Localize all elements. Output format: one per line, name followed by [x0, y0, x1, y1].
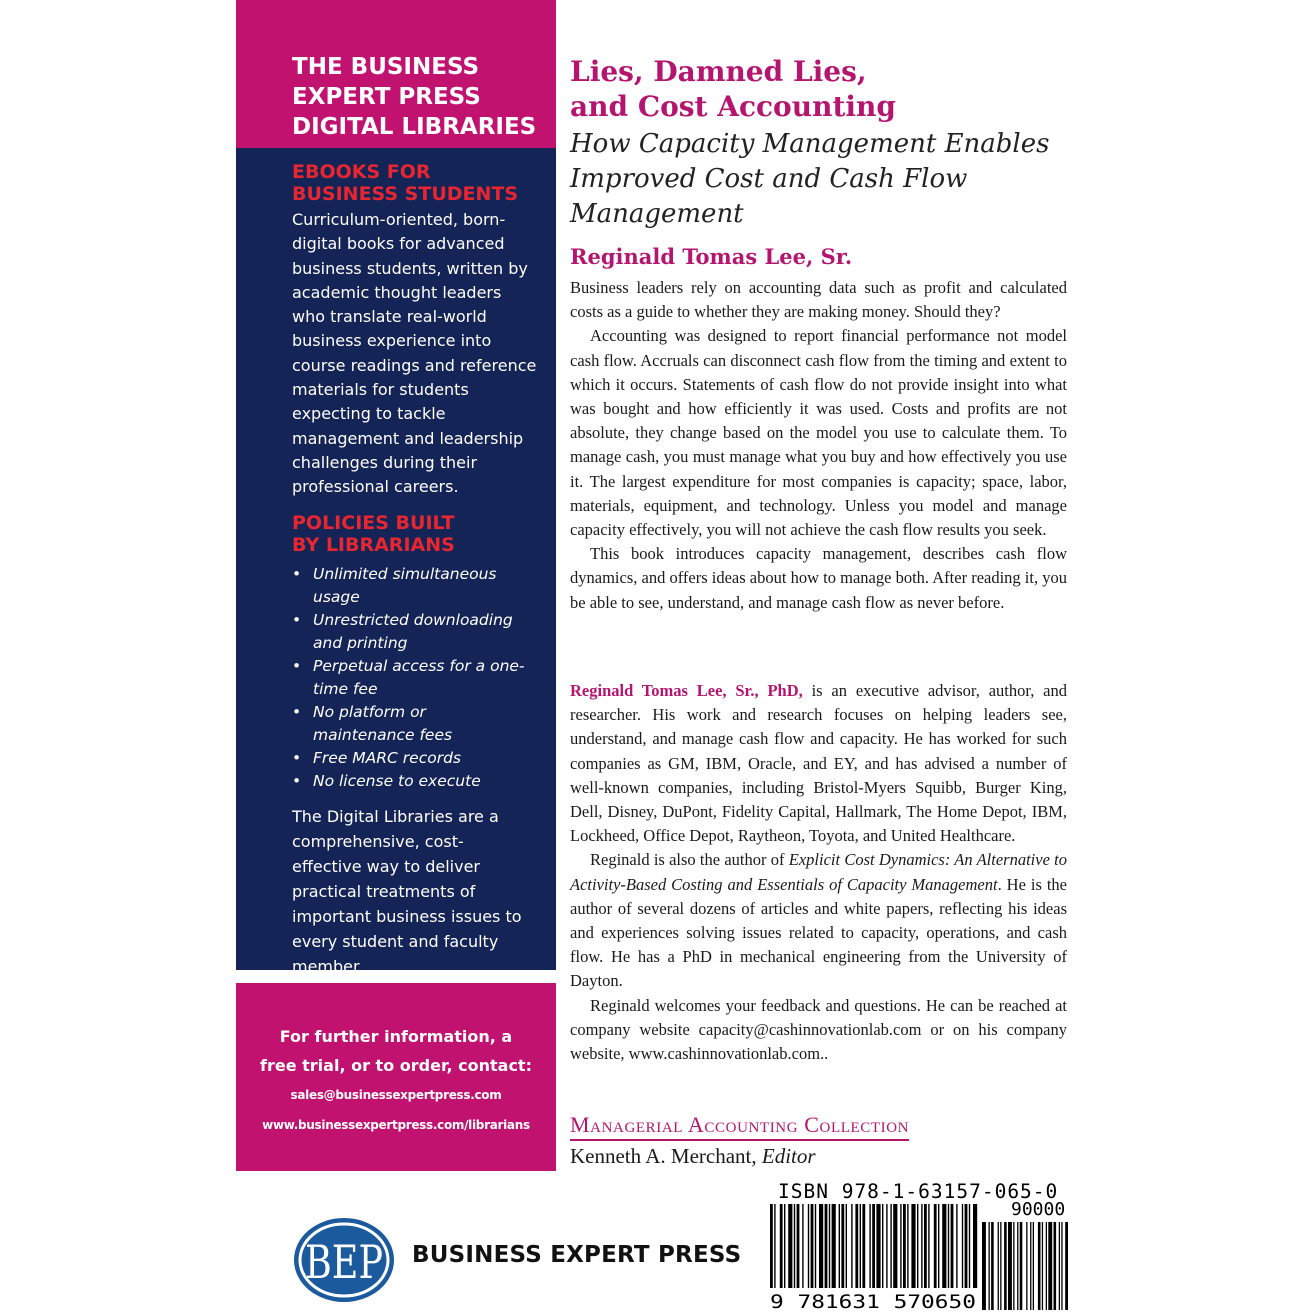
- barcode-addon-bar: [1038, 1222, 1041, 1310]
- barcode-addon-bar: [1013, 1222, 1014, 1310]
- digital-libraries-closing: The Digital Libraries are a comprehensive, cost-effective way to deliver practical treatments of important business issues to every student and faculty member.: [292, 807, 522, 976]
- isbn-barcode: [768, 1204, 1068, 1314]
- bio-author-name: Reginald Tomas Lee, Sr., PhD,: [570, 681, 803, 700]
- barcode-bar: [921, 1204, 922, 1288]
- title-line: DIGITAL LIBRARIES: [292, 114, 537, 140]
- barcode-addon-bar: [1061, 1222, 1062, 1310]
- barcode-bar: [962, 1204, 963, 1288]
- description-paragraph: Accounting was designed to report financial performance not model cash flow. Accruals can disconnect cash flow from the timing and extent to which it occurs. Statements of cash flow do not provide insight into what was bought and how efficiently it was used. Costs and profits are not absolute, they change based on the model you use to calculate them. To manage cash, you must manage what you buy and how effectively you use it. The largest expenditure for most companies is capacity; space, labor, materials, equipment, and technology. Unless you model and manage capacity effectively, you will not achieve the cash flow results you seek.: [570, 326, 1067, 540]
- book-description: [570, 276, 1067, 615]
- title-line: EXPERT PRESS: [292, 84, 481, 110]
- barcode-addon-bar: [1054, 1222, 1057, 1310]
- barcode-bar: [886, 1204, 887, 1288]
- barcode-bar: [855, 1204, 858, 1288]
- barcode-bar: [924, 1204, 927, 1288]
- barcode-bar: [860, 1204, 861, 1288]
- title-line: Lies, Damned Lies,: [570, 55, 867, 88]
- bio-text: . He is the author of several dozens of articles and white papers, reflecting his ideas and experiences solving issues related to capacity, operations, and cash flow. He has a PhD in mechanical engineering from the University of Dayton.: [570, 874, 1068, 991]
- barcode-addon-bar: [1026, 1222, 1027, 1310]
- bio-book-titles: Explicit Cost Dynamics: An Alternative to Activity-Based Costing and Essentials of Capacity Management: [570, 850, 1067, 894]
- barcode-addon-bar: [1020, 1222, 1023, 1310]
- policies-heading: [292, 512, 552, 556]
- barcode-bar: [770, 1204, 773, 1288]
- description-paragraph: This book introduces capacity management, describes cash flow dynamics, and offers ideas about how to manage both. After reading it, you be able to see, understand, and manage cash flow as never before.: [570, 544, 1067, 612]
- barcode-bar: [811, 1204, 814, 1288]
- barcode-addon-bar: [1048, 1222, 1052, 1310]
- barcode-bar: [794, 1204, 795, 1288]
- barcode-addon-bar: [1017, 1222, 1018, 1310]
- barcode-bar: [948, 1204, 949, 1288]
- policy-item: • Free MARC records: [292, 747, 532, 770]
- barcode-addon-bar: [1042, 1222, 1043, 1310]
- barcode-addon-bar: [1046, 1222, 1047, 1310]
- barcode-bar: [917, 1204, 918, 1288]
- barcode-bar: [869, 1204, 870, 1288]
- book-subtitle: [570, 127, 1067, 232]
- policy-item: • Unrestricted downloading and printing: [292, 609, 532, 655]
- barcode-bar: [973, 1204, 977, 1288]
- contact-line: For further information, a: [279, 1027, 513, 1046]
- heading-line: EBOOKS FOR: [292, 161, 431, 183]
- subtitle-line: Management: [570, 199, 744, 229]
- barcode-bar: [808, 1204, 809, 1288]
- barcode-bar: [956, 1204, 957, 1288]
- barcode-bar: [841, 1204, 844, 1288]
- author-bio: [570, 679, 1067, 1066]
- barcode-bar: [951, 1204, 954, 1288]
- book-author: Reginald Tomas Lee, Sr.: [570, 244, 853, 269]
- barcode-bar: [819, 1204, 823, 1288]
- barcode-bar: [851, 1204, 852, 1288]
- barcode-bar: [784, 1204, 785, 1288]
- barcode-bar: [832, 1204, 836, 1288]
- barcode-addon-bar: [1008, 1222, 1012, 1310]
- publisher-name: BUSINESS EXPERT PRESS: [412, 1242, 742, 1268]
- barcode-addon: 90000: [1011, 1199, 1066, 1220]
- bio-text: Reginald is also the author of: [590, 850, 789, 870]
- ean-digits: 9 781631 570650: [770, 1291, 976, 1313]
- contact-block: [236, 1022, 556, 1140]
- barcode-bar: [815, 1204, 816, 1288]
- barcode-addon-bar: [1059, 1222, 1060, 1310]
- bio-paragraph: Reginald welcomes your feedback and questions. He can be reached at company website capacity@cashinnovationlab.com or on his company website, www.cashinnovationlab.com..: [570, 995, 1067, 1064]
- collection-name: Managerial Accounting Collection: [570, 1112, 909, 1141]
- collection-editor: [570, 1143, 1067, 1169]
- contact-email[interactable]: sales@businessexpertpress.com: [290, 1088, 502, 1102]
- barcode-bar: [903, 1204, 906, 1288]
- digital-libraries-title: [292, 52, 552, 142]
- barcode-addon-bar: [1065, 1222, 1068, 1310]
- barcode-addon-bar: [1000, 1222, 1001, 1310]
- barcode-bar: [802, 1204, 803, 1288]
- policies-list: [292, 563, 532, 793]
- policy-item: • No license to execute: [292, 770, 532, 793]
- isbn-label: ISBN 978-1-63157-065-0: [778, 1180, 1059, 1203]
- barcode-bar: [893, 1204, 897, 1288]
- title-line: THE BUSINESS: [292, 54, 480, 80]
- subtitle-line: How Capacity Management Enables: [570, 129, 1050, 159]
- svg-text:BEP: BEP: [305, 1235, 383, 1289]
- barcode-bar: [797, 1204, 800, 1288]
- policy-item: • No platform or maintenance fees: [292, 701, 532, 747]
- barcode-bar: [829, 1204, 830, 1288]
- editor-role: Editor: [761, 1144, 816, 1168]
- barcode-addon-bar: [1030, 1222, 1031, 1310]
- barcode-bar: [780, 1204, 783, 1288]
- book-title: [570, 54, 1067, 124]
- barcode-addon-bar: [998, 1222, 999, 1310]
- bep-logo-icon: [292, 1217, 396, 1303]
- barcode-bar: [911, 1204, 915, 1288]
- barcode-bar: [876, 1204, 880, 1288]
- barcode-bar: [938, 1204, 939, 1288]
- barcode-addon-bar: [991, 1222, 994, 1310]
- barcode-bar: [825, 1204, 828, 1288]
- barcode-bar: [942, 1204, 946, 1288]
- barcode-bar: [928, 1204, 929, 1288]
- contact-line: free trial, or to order, contact:: [260, 1056, 532, 1075]
- barcode-bar: [882, 1204, 883, 1288]
- barcode-addon-bar: [1004, 1222, 1007, 1310]
- heading-line: BUSINESS STUDENTS: [292, 183, 519, 205]
- contact-url[interactable]: www.businessexpertpress.com/librarians: [262, 1118, 530, 1132]
- ebooks-text: Curriculum-oriented, born-digital books for advanced business students, written by academic thought leaders who translate real-world business experience into course readings and reference materials for students expecting to tackle management and leadership challenges during their professional careers.: [292, 210, 537, 497]
- ebooks-heading: [292, 161, 552, 205]
- barcode-bar: [862, 1204, 865, 1288]
- policy-item: • Unlimited simultaneous usage: [292, 563, 532, 609]
- bio-paragraph: [570, 679, 1067, 848]
- bio-paragraph: [570, 848, 1067, 993]
- barcode-bar: [934, 1204, 937, 1288]
- barcode-addon-bar: [1033, 1222, 1034, 1310]
- description-paragraph: Business leaders rely on accounting data such as profit and calculated costs as a guide to whether they are making money. Should they?: [570, 278, 1067, 322]
- heading-line: POLICIES BUILT: [292, 512, 455, 534]
- barcode-bar: [872, 1204, 875, 1288]
- barcode-bar: [890, 1204, 891, 1288]
- barcode-bar: [900, 1204, 901, 1288]
- barcode-bar: [788, 1204, 792, 1288]
- barcode-bar: [907, 1204, 908, 1288]
- barcode-bar: [839, 1204, 840, 1288]
- barcode-bar: [846, 1204, 847, 1288]
- barcode-bar: [774, 1204, 775, 1288]
- subtitle-line: Improved Cost and Cash Flow: [570, 164, 968, 194]
- barcode-bar: [969, 1204, 970, 1288]
- barcode-bar: [965, 1204, 968, 1288]
- bio-text: is an executive advisor, author, and researcher. His work and research focuses on helping leaders see, understand, and manage cash flow and capacity. He has worked for such companies as GM, IBM, Oracle, and EY, and has advised a number of well-known companies, including Bristol-Myers Squibb, Burger King, Dell, Disney, DuPont, Fidelity Capital, Hallmark, The Home Depot, IBM, Lockheed, Office Depot, Raytheon, Toyota, and United Healthcare.: [570, 681, 1067, 846]
- barcode-addon-bar: [982, 1222, 986, 1310]
- barcode-addon-bar: [989, 1222, 990, 1310]
- title-line: and Cost Accounting: [570, 90, 896, 123]
- heading-line: BY LIBRARIANS: [292, 534, 455, 556]
- policy-item: • Perpetual access for a one-time fee: [292, 655, 532, 701]
- editor-name: Kenneth A. Merchant,: [570, 1144, 757, 1168]
